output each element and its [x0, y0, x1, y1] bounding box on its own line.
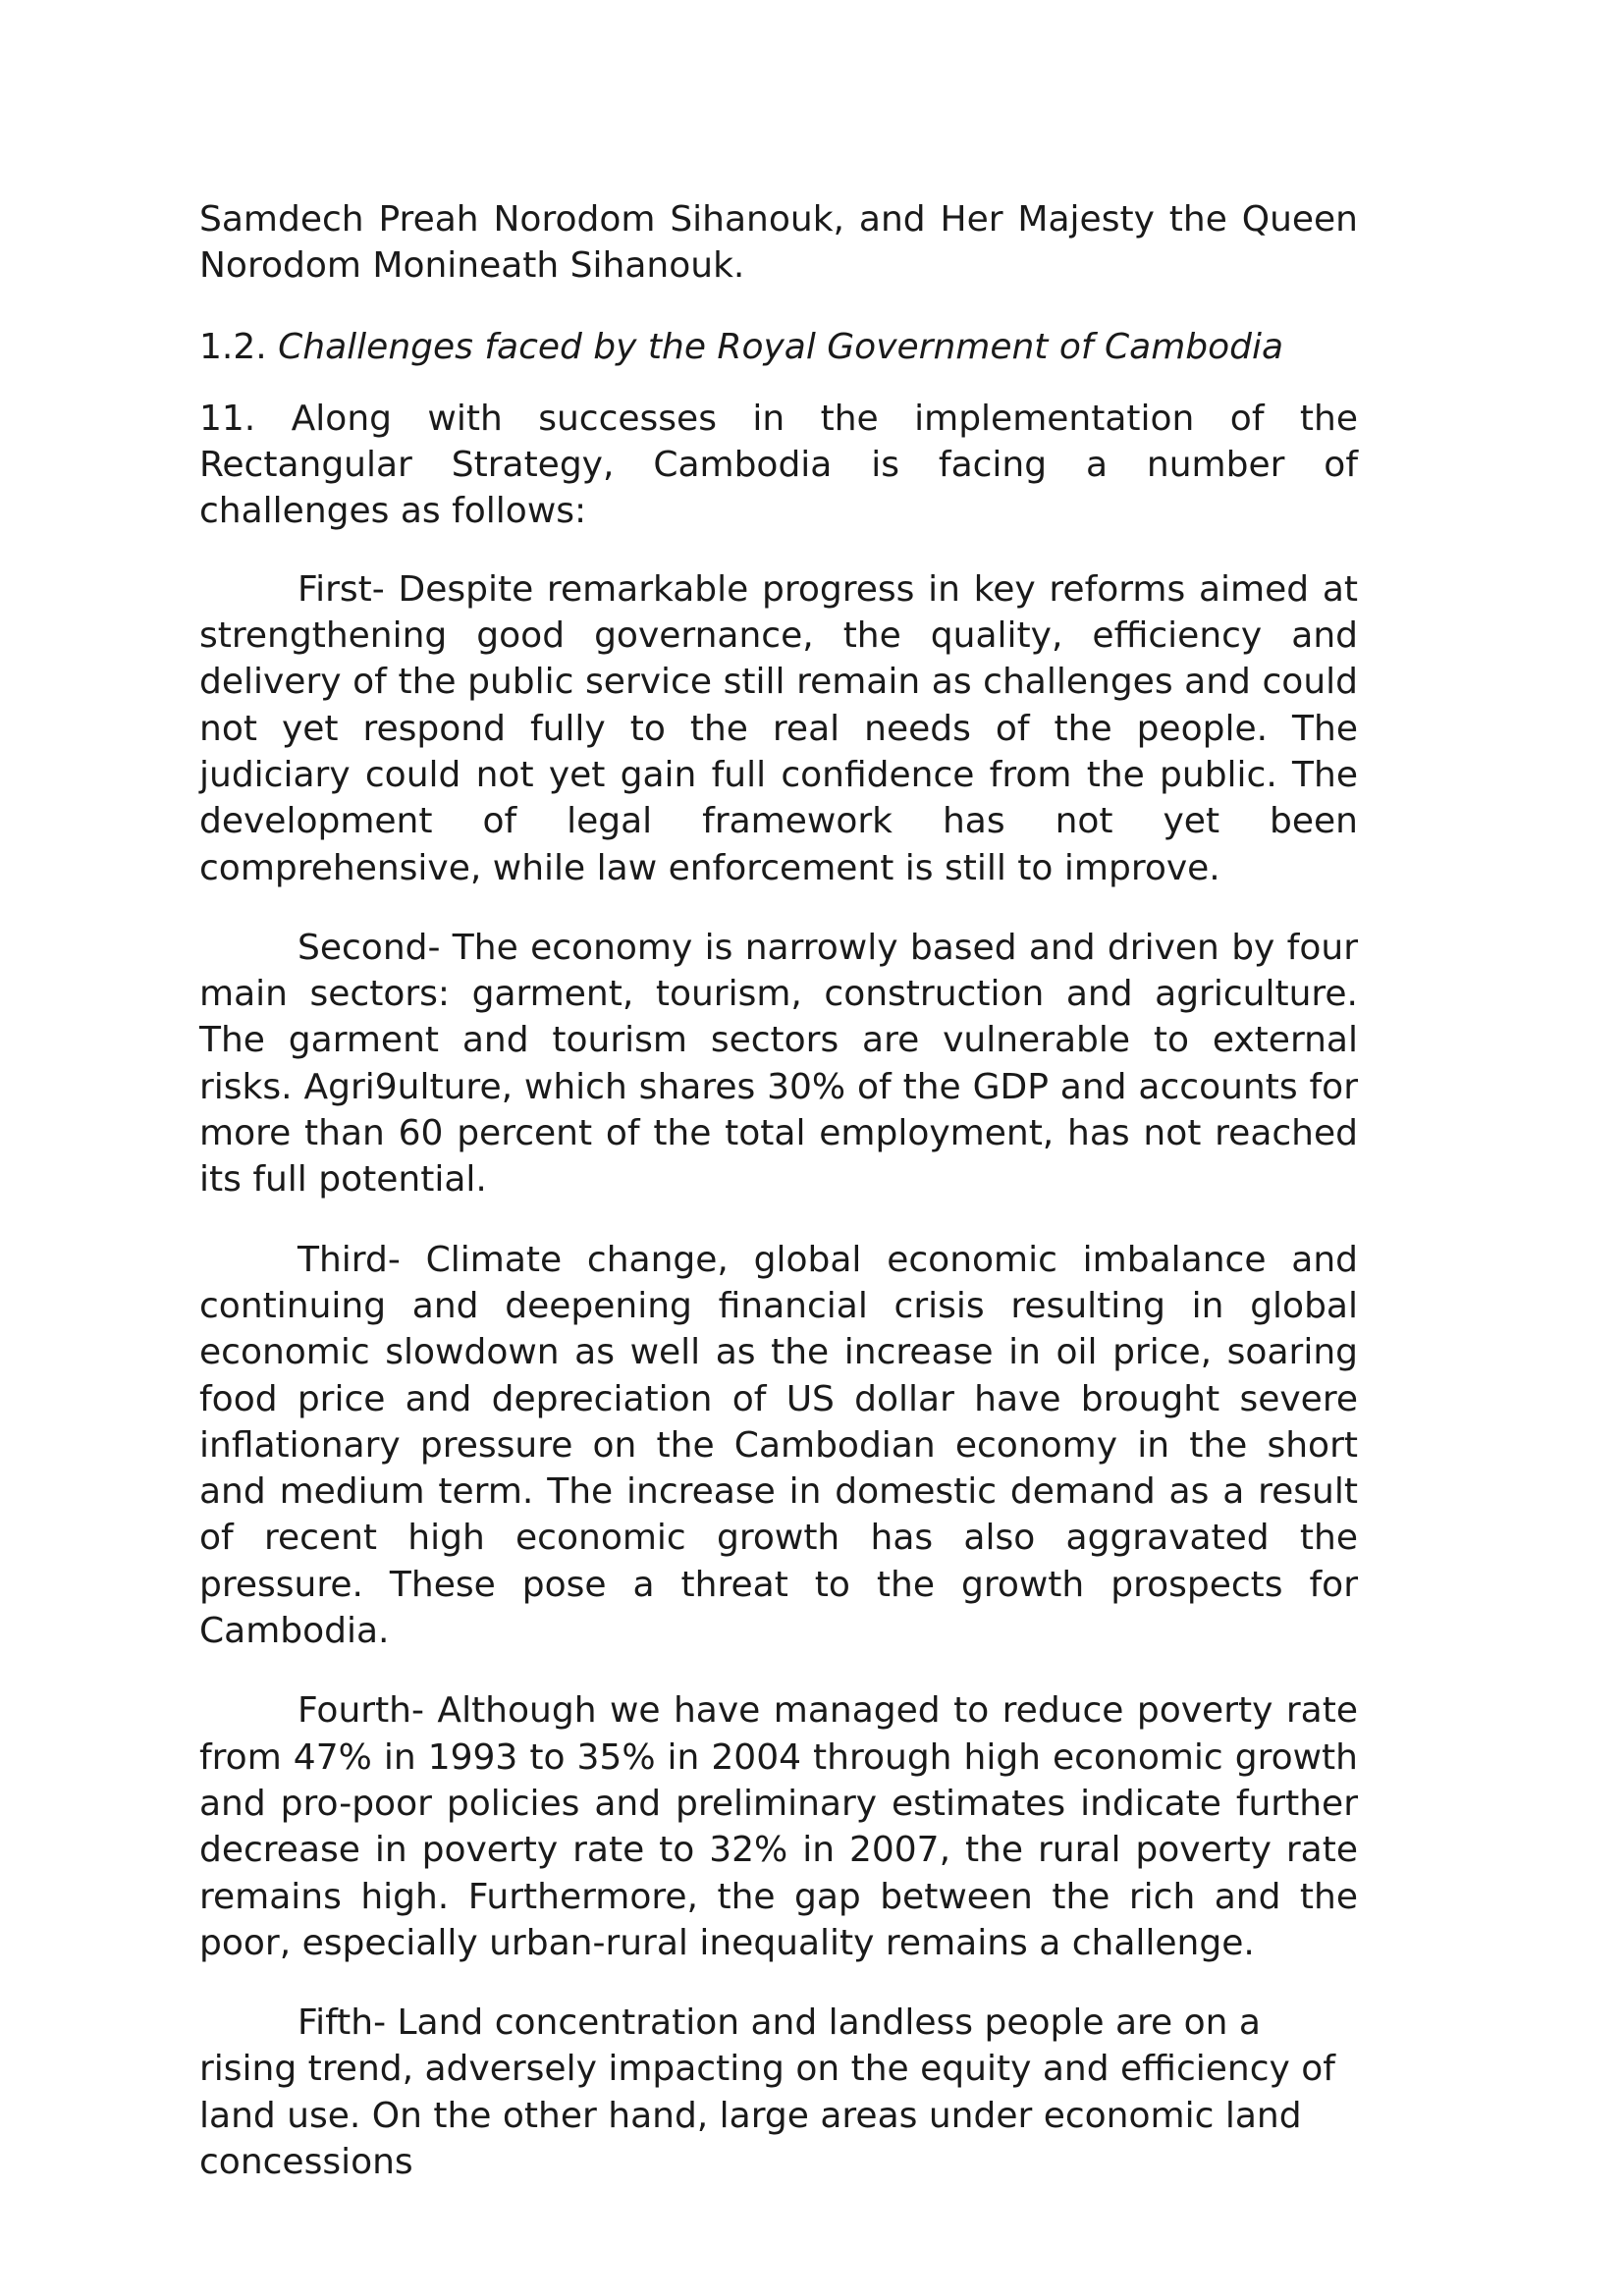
challenge-fourth: Fourth- Although we have managed to reduce poverty rate from 47% in 1993 to 35% in 2004 through high economic growth and pro-poor policies and preliminary estimates indicate further decrease in poverty rate to 32% in 2007, the rural poverty rate remains high. Furthermore, the gap between the rich and the poor, especially urban-rural inequality remains a challenge. — [199, 1690, 1358, 1963]
challenge-second: Second- The economy is narrowly based and driven by four main sectors: garment, tourism, construction and agriculture. The garment and tourism sectors are vulnerable to external risks. Agri9ulture, which shares 30% of the GDP and accounts for more than 60 percent of the total employment, has not reached its full potential. — [199, 927, 1358, 1201]
challenge-first: First- Despite remarkable progress in key reforms aimed at strengthening good governance, the quality, efficiency and delivery of the public service still remain as challenges and could not yet respond fully to the real needs of the people. The judiciary could not yet gain full confidence from the public. The development of legal framework has not yet been comprehensive, while law enforcement is still to improve. — [199, 568, 1358, 888]
paragraph-11: 11. Along with successes in the implementation of the Rectangular Strategy, Cambodia is facing a number of challenges as follows: — [199, 398, 1358, 532]
section-title: Challenges faced by the Royal Government of Cambodia — [278, 326, 1284, 367]
section-heading — [199, 324, 1358, 370]
document-body — [199, 196, 1358, 2185]
challenge-fifth: Fifth- Land concentration and landless people are on a rising trend, adversely impacting on the equity and efficiency of land use. On the other hand, large areas under economic land concessions — [199, 2002, 1335, 2182]
challenge-third: Third- Climate change, global economic imbalance and continuing and deepening financial crisis resulting in global economic slowdown as well as the increase in oil price, soaring food price and depreciation of US dollar have brought severe inflationary pressure on the Cambodian economy in the short and medium term. The increase in domestic demand as a result of recent high economic growth has also aggravated the pressure. These pose a threat to the growth prospects for Cambodia. — [199, 1239, 1358, 1652]
section-number: 1.2. — [199, 326, 267, 367]
intro-paragraph: Samdech Preah Norodom Sihanouk, and Her Majesty the Queen Norodom Monineath Sihanouk. — [199, 199, 1358, 287]
